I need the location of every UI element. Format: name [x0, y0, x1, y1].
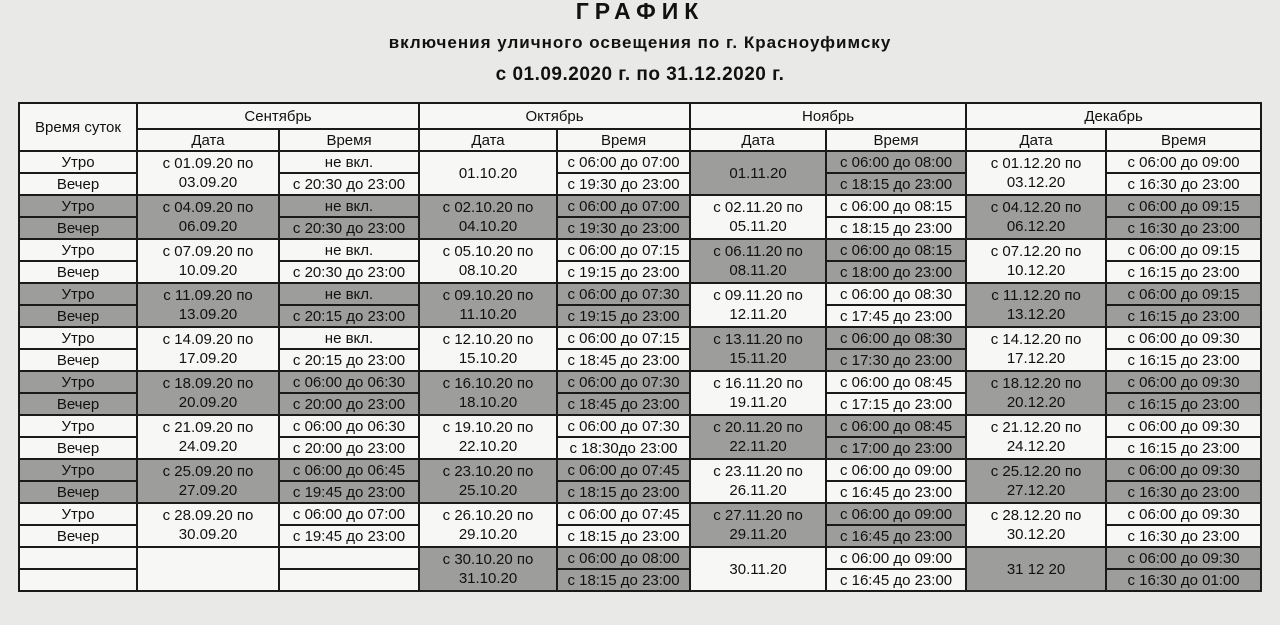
date-to-text: 08.11.20 — [729, 262, 787, 279]
date-range-cell — [137, 327, 279, 371]
date-to-text: 08.10.20 — [458, 262, 518, 279]
lighting-time-cell — [279, 569, 419, 591]
date-to-text: 31.10.20 — [458, 570, 518, 587]
date-to-text: 27.09.20 — [178, 482, 238, 499]
date-to-text: 04.10.20 — [458, 218, 518, 235]
lighting-time-cell: не вкл. — [279, 283, 419, 305]
date-to-text: 20.09.20 — [178, 394, 238, 411]
date-from-text: с 06.11.20 по — [713, 243, 803, 260]
lighting-time-cell: с 06:00 до 08:45 — [826, 415, 966, 437]
date-range-cell — [690, 547, 826, 591]
date-to-text: 29.10.20 — [458, 526, 518, 543]
date-from-text: с 25.09.20 по — [162, 463, 254, 480]
lighting-time-cell: с 18:00 до 23:00 — [826, 261, 966, 283]
date-column-header: Дата — [137, 129, 279, 151]
lighting-time-cell: с 16:45 до 23:00 — [826, 481, 966, 503]
lighting-time-cell: с 20:30 до 23:00 — [279, 173, 419, 195]
date-range-cell — [966, 239, 1106, 283]
lighting-time-cell: с 06:00 до 07:30 — [557, 371, 690, 393]
time-of-day-cell: Вечер — [19, 261, 137, 283]
lighting-time-cell: с 06:00 до 09:30 — [1106, 503, 1261, 525]
lighting-time-cell: с 06:00 до 06:30 — [279, 371, 419, 393]
lighting-time-cell: с 06:00 до 07:00 — [279, 503, 419, 525]
lighting-time-cell: с 06:00 до 07:00 — [557, 151, 690, 173]
lighting-time-cell: с 17:45 до 23:00 — [826, 305, 966, 327]
time-column-header: Время — [826, 129, 966, 151]
time-of-day-header: Время суток — [19, 103, 137, 151]
time-of-day-cell: Утро — [19, 283, 137, 305]
lighting-time-cell: с 18:45 до 23:00 — [557, 349, 690, 371]
lighting-time-cell: с 16:30 до 23:00 — [1106, 525, 1261, 547]
date-range-cell — [419, 239, 557, 283]
date-to-text: 13.09.20 — [178, 306, 238, 323]
lighting-time-cell: с 20:30 до 23:00 — [279, 217, 419, 239]
lighting-time-cell: с 06:00 до 09:30 — [1106, 547, 1261, 569]
date-range-cell — [137, 195, 279, 239]
date-from-text: с 20.11.20 по — [713, 419, 803, 436]
date-to-text: 10.12.20 — [1006, 262, 1066, 279]
lighting-time-cell: с 06:00 до 08:30 — [826, 327, 966, 349]
date-to-text: 01.11.20 — [729, 164, 787, 182]
lighting-time-cell: с 06:00 до 09:15 — [1106, 239, 1261, 261]
lighting-time-cell: с 06:00 до 09:15 — [1106, 283, 1261, 305]
lighting-time-cell: с 06:00 до 09:00 — [826, 547, 966, 569]
date-range-cell — [137, 459, 279, 503]
date-from-text: с 23.11.20 по — [713, 463, 803, 480]
date-to-text: 22.11.20 — [729, 438, 787, 455]
lighting-time-cell: с 06:00 до 07:45 — [557, 459, 690, 481]
date-column-header: Дата — [419, 129, 557, 151]
lighting-time-cell: с 20:00 до 23:00 — [279, 393, 419, 415]
date-range-cell — [137, 415, 279, 459]
lighting-time-cell: с 18:15 до 23:00 — [826, 217, 966, 239]
date-range-cell — [137, 283, 279, 327]
lighting-time-cell: с 20:15 до 23:00 — [279, 349, 419, 371]
date-range-cell — [690, 459, 826, 503]
date-from-text: с 16.11.20 по — [713, 375, 803, 392]
lighting-time-cell: с 17:30 до 23:00 — [826, 349, 966, 371]
date-range-cell — [966, 371, 1106, 415]
date-range-cell — [137, 151, 279, 195]
date-range-cell — [419, 547, 557, 591]
date-range-cell — [966, 459, 1106, 503]
date-from-text: с 11.09.20 по — [163, 287, 253, 304]
table-row-morning — [19, 371, 1261, 393]
lighting-time-cell: с 06:00 до 07:45 — [557, 503, 690, 525]
lighting-time-cell: с 17:15 до 23:00 — [826, 393, 966, 415]
date-range-cell — [966, 151, 1106, 195]
date-range-cell — [419, 371, 557, 415]
date-range-cell — [690, 415, 826, 459]
lighting-time-cell: с 06:00 до 09:30 — [1106, 371, 1261, 393]
date-to-text: 30.12.20 — [1006, 526, 1066, 543]
time-of-day-cell — [19, 569, 137, 591]
date-range-cell — [966, 327, 1106, 371]
time-column-header: Время — [557, 129, 690, 151]
date-column-header: Дата — [966, 129, 1106, 151]
month-header-october: Октябрь — [419, 103, 690, 129]
date-from-text: с 09.11.20 по — [713, 287, 803, 304]
lighting-time-cell: с 18:45 до 23:00 — [557, 393, 690, 415]
date-range-cell — [966, 503, 1106, 547]
lighting-time-cell: с 06:00 до 06:30 — [279, 415, 419, 437]
lighting-time-cell: с 16:15 до 23:00 — [1106, 349, 1261, 371]
date-range-cell — [137, 239, 279, 283]
date-range-cell — [419, 459, 557, 503]
date-from-text: с 01.12.20 по — [990, 155, 1082, 172]
date-range-cell — [419, 415, 557, 459]
lighting-time-cell: с 06:00 до 07:30 — [557, 415, 690, 437]
time-of-day-cell: Вечер — [19, 305, 137, 327]
date-range-cell — [419, 283, 557, 327]
lighting-time-cell: с 06:00 до 09:00 — [826, 459, 966, 481]
date-column-header: Дата — [690, 129, 826, 151]
lighting-time-cell: с 16:30 до 01:00 — [1106, 569, 1261, 591]
lighting-time-cell: с 19:15 до 23:00 — [557, 261, 690, 283]
date-from-text: с 18.09.20 по — [162, 375, 254, 392]
time-column-header: Время — [279, 129, 419, 151]
time-of-day-cell: Вечер — [19, 393, 137, 415]
date-from-text: с 25.12.20 по — [990, 463, 1082, 480]
lighting-time-cell: с 06:00 до 08:00 — [557, 547, 690, 569]
lighting-time-cell: с 19:30 до 23:00 — [557, 217, 690, 239]
lighting-time-cell: с 06:00 до 09:30 — [1106, 459, 1261, 481]
lighting-schedule-table — [18, 102, 1262, 592]
date-to-text: 05.11.20 — [729, 218, 787, 235]
lighting-time-cell: с 18:15 до 23:00 — [557, 569, 690, 591]
table-row-morning — [19, 415, 1261, 437]
lighting-time-cell: с 19:45 до 23:00 — [279, 481, 419, 503]
lighting-time-cell: с 06:00 до 08:15 — [826, 195, 966, 217]
lighting-time-cell: с 06:00 до 06:45 — [279, 459, 419, 481]
date-to-text: 03.09.20 — [178, 174, 238, 191]
lighting-time-cell: с 17:00 до 23:00 — [826, 437, 966, 459]
time-of-day-cell: Вечер — [19, 525, 137, 547]
table-row-morning — [19, 151, 1261, 173]
date-range-cell — [419, 151, 557, 195]
time-of-day-cell: Утро — [19, 327, 137, 349]
lighting-time-cell: с 16:30 до 23:00 — [1106, 217, 1261, 239]
date-from-text: с 26.10.20 по — [442, 507, 534, 524]
date-range-cell — [966, 195, 1106, 239]
time-of-day-cell: Вечер — [19, 217, 137, 239]
time-of-day-cell: Утро — [19, 239, 137, 261]
date-range-cell — [966, 415, 1106, 459]
date-from-text: с 04.09.20 по — [162, 199, 254, 216]
lighting-time-cell: с 16:45 до 23:00 — [826, 569, 966, 591]
date-to-text: 27.12.20 — [1006, 482, 1066, 499]
table-row-morning — [19, 283, 1261, 305]
date-from-text: с 11.12.20 по — [991, 287, 1081, 304]
lighting-time-cell: с 06:00 до 09:15 — [1106, 195, 1261, 217]
time-of-day-cell: Вечер — [19, 481, 137, 503]
lighting-time-cell: с 06:00 до 09:30 — [1106, 327, 1261, 349]
lighting-time-cell: с 19:30 до 23:00 — [557, 173, 690, 195]
date-from-text: с 01.09.20 по — [162, 155, 254, 172]
column-header-row — [19, 129, 1261, 151]
date-from-text: с 12.10.20 по — [442, 331, 534, 348]
lighting-time-cell: не вкл. — [279, 195, 419, 217]
date-from-text: с 28.12.20 по — [990, 507, 1082, 524]
date-from-text: с 05.10.20 по — [442, 243, 534, 260]
date-from-text: с 09.10.20 по — [442, 287, 534, 304]
time-of-day-cell: Утро — [19, 459, 137, 481]
page-subtitle: включения уличного освещения по г. Красноуфимску — [388, 33, 892, 52]
date-from-text: с 04.12.20 по — [990, 199, 1082, 216]
date-to-text: 31 12 20 — [1006, 560, 1066, 578]
lighting-time-cell: с 06:00 до 07:30 — [557, 283, 690, 305]
date-to-text: 13.12.20 — [1006, 306, 1066, 323]
date-from-text: с 28.09.20 по — [162, 507, 254, 524]
time-of-day-cell: Утро — [19, 371, 137, 393]
page-title: ГРАФИК — [575, 0, 705, 24]
lighting-time-cell: не вкл. — [279, 239, 419, 261]
date-to-text: 26.11.20 — [729, 482, 787, 499]
lighting-time-cell: с 18:15 до 23:00 — [826, 173, 966, 195]
date-to-text: 25.10.20 — [458, 482, 518, 499]
date-range-cell — [137, 503, 279, 547]
time-of-day-cell: Вечер — [19, 173, 137, 195]
time-of-day-cell: Утро — [19, 503, 137, 525]
lighting-time-cell: с 06:00 до 07:15 — [557, 239, 690, 261]
date-to-text: 24.09.20 — [178, 438, 238, 455]
lighting-time-cell: с 06:00 до 09:00 — [826, 503, 966, 525]
schedule-body — [19, 151, 1261, 591]
lighting-time-cell: с 20:00 до 23:00 — [279, 437, 419, 459]
lighting-time-cell — [279, 547, 419, 569]
date-range-cell — [690, 371, 826, 415]
date-to-text: 10.09.20 — [178, 262, 238, 279]
date-to-text: 01.10.20 — [458, 164, 518, 182]
lighting-time-cell: с 16:15 до 23:00 — [1106, 261, 1261, 283]
date-to-text: 11.10.20 — [459, 306, 517, 323]
table-row-morning — [19, 547, 1261, 569]
date-from-text: с 02.10.20 по — [442, 199, 534, 216]
time-of-day-cell: Утро — [19, 151, 137, 173]
lighting-time-cell: не вкл. — [279, 327, 419, 349]
month-header-december: Декабрь — [966, 103, 1261, 129]
date-from-text: с 07.12.20 по — [990, 243, 1082, 260]
lighting-time-cell: с 18:15 до 23:00 — [557, 481, 690, 503]
date-range-cell — [137, 547, 279, 591]
lighting-time-cell: с 06:00 до 07:15 — [557, 327, 690, 349]
lighting-time-cell: с 06:00 до 07:00 — [557, 195, 690, 217]
lighting-time-cell: с 16:30 до 23:00 — [1106, 173, 1261, 195]
date-to-text: 30.09.20 — [178, 526, 238, 543]
date-range-cell — [690, 195, 826, 239]
schedule-period: с 01.09.2020 г. по 31.12.2020 г. — [495, 64, 785, 85]
lighting-time-cell: с 06:00 до 08:45 — [826, 371, 966, 393]
date-to-text: 18.10.20 — [458, 394, 518, 411]
table-row-morning — [19, 503, 1261, 525]
date-range-cell — [966, 283, 1106, 327]
date-range-cell — [137, 371, 279, 415]
lighting-time-cell: с 20:30 до 23:00 — [279, 261, 419, 283]
lighting-time-cell: с 06:00 до 09:00 — [1106, 151, 1261, 173]
date-range-cell — [690, 151, 826, 195]
date-range-cell — [419, 503, 557, 547]
lighting-time-cell: с 16:45 до 23:00 — [826, 525, 966, 547]
lighting-time-cell: с 18:30до 23:00 — [557, 437, 690, 459]
date-to-text: 12.11.20 — [729, 306, 787, 323]
lighting-time-cell: с 16:15 до 23:00 — [1106, 305, 1261, 327]
lighting-time-cell: с 20:15 до 23:00 — [279, 305, 419, 327]
time-of-day-cell: Вечер — [19, 437, 137, 459]
lighting-time-cell: с 06:00 до 09:30 — [1106, 415, 1261, 437]
time-of-day-cell: Вечер — [19, 349, 137, 371]
date-from-text: с 13.11.20 по — [713, 331, 803, 348]
date-range-cell — [690, 327, 826, 371]
date-to-text: 19.11.20 — [729, 394, 787, 411]
date-range-cell — [419, 195, 557, 239]
table-row-morning — [19, 195, 1261, 217]
date-range-cell — [690, 283, 826, 327]
lighting-time-cell: с 19:45 до 23:00 — [279, 525, 419, 547]
date-from-text: с 07.09.20 по — [162, 243, 254, 260]
time-column-header: Время — [1106, 129, 1261, 151]
date-from-text: с 23.10.20 по — [442, 463, 534, 480]
date-from-text: с 19.10.20 по — [442, 419, 534, 436]
table-row-morning — [19, 459, 1261, 481]
date-to-text: 15.11.20 — [729, 350, 787, 367]
date-from-text: с 02.11.20 по — [713, 199, 803, 216]
lighting-time-cell: с 06:00 до 08:30 — [826, 283, 966, 305]
date-from-text: с 21.12.20 по — [990, 419, 1082, 436]
date-to-text: 24.12.20 — [1006, 438, 1066, 455]
date-from-text: с 27.11.20 по — [713, 507, 803, 524]
month-header-row — [19, 103, 1261, 129]
date-from-text: с 16.10.20 по — [442, 375, 534, 392]
time-of-day-cell — [19, 547, 137, 569]
date-to-text: 03.12.20 — [1006, 174, 1066, 191]
date-to-text: 22.10.20 — [458, 438, 518, 455]
lighting-time-cell: не вкл. — [279, 151, 419, 173]
month-header-november: Ноябрь — [690, 103, 966, 129]
date-to-text: 17.09.20 — [178, 350, 238, 367]
date-to-text: 06.12.20 — [1006, 218, 1066, 235]
lighting-time-cell: с 16:15 до 23:00 — [1106, 393, 1261, 415]
date-range-cell — [966, 547, 1106, 591]
lighting-time-cell: с 06:00 до 08:15 — [826, 239, 966, 261]
lighting-time-cell: с 16:30 до 23:00 — [1106, 481, 1261, 503]
time-of-day-cell: Утро — [19, 195, 137, 217]
table-row-morning — [19, 327, 1261, 349]
date-range-cell — [419, 327, 557, 371]
lighting-time-cell: с 06:00 до 08:00 — [826, 151, 966, 173]
date-to-text: 06.09.20 — [178, 218, 238, 235]
date-from-text: с 14.12.20 по — [990, 331, 1082, 348]
table-row-morning — [19, 239, 1261, 261]
time-of-day-cell: Утро — [19, 415, 137, 437]
date-to-text: 17.12.20 — [1006, 350, 1066, 367]
date-from-text: с 14.09.20 по — [162, 331, 254, 348]
date-range-cell — [690, 503, 826, 547]
month-header-september: Сентябрь — [137, 103, 419, 129]
lighting-time-cell: с 16:15 до 23:00 — [1106, 437, 1261, 459]
lighting-time-cell: с 19:15 до 23:00 — [557, 305, 690, 327]
lighting-time-cell: с 18:15 до 23:00 — [557, 525, 690, 547]
date-to-text: 15.10.20 — [458, 350, 518, 367]
date-to-text: 30.11.20 — [729, 560, 787, 578]
date-to-text: 29.11.20 — [729, 526, 787, 543]
date-from-text: с 21.09.20 по — [162, 419, 254, 436]
date-range-cell — [690, 239, 826, 283]
date-from-text: с 18.12.20 по — [990, 375, 1082, 392]
date-from-text: с 30.10.20 по — [442, 551, 534, 568]
date-to-text: 20.12.20 — [1006, 394, 1066, 411]
